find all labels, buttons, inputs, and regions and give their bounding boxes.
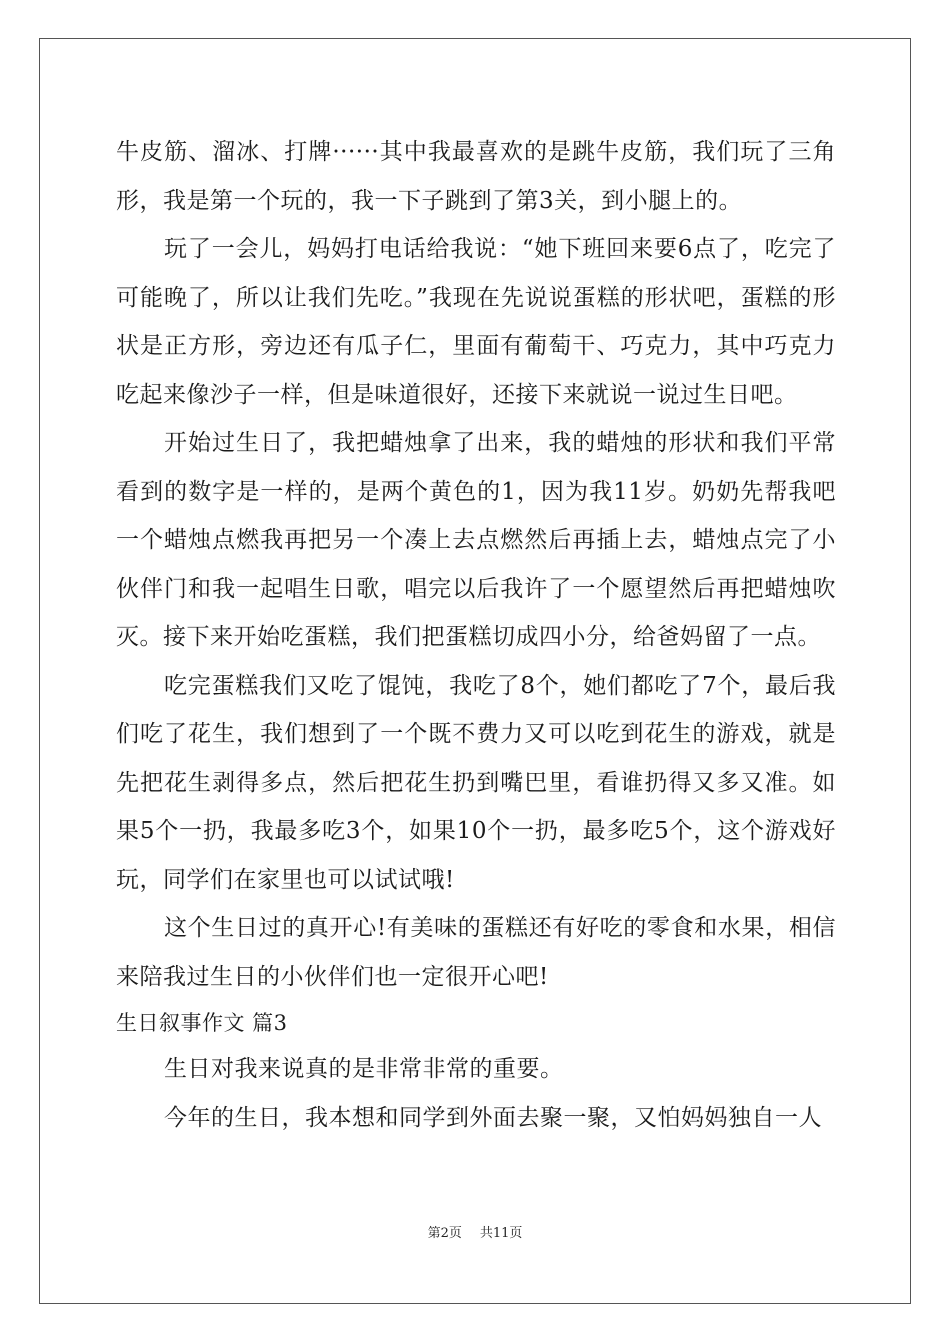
- paragraph-7: 今年的生日，我本想和同学到外面去聚一聚，又怕妈妈独自一人: [164, 1104, 822, 1131]
- page-footer: [0, 1222, 950, 1241]
- section-heading: 生日叙事作文 篇3: [116, 1011, 288, 1035]
- page-number: 第2页: [427, 1226, 462, 1241]
- paragraph-4: 吃完蛋糕我们又吃了馄饨，我吃了8个，她们都吃了7个，最后我们吃了花生，我们想到了一个既不费力又可以吃到花生的游戏，就是先把花生剥得多点，然后把花生扔到嘴巴里，看谁扔得又多又准。如果5个一扔，我最多吃3个，如果10个一扔，最多吃5个，这个游戏好玩，同学们在家里也可以试试哦!: [116, 672, 836, 893]
- document-body: [116, 128, 836, 1142]
- paragraph-3: 开始过生日了，我把蜡烛拿了出来，我的蜡烛的形状和我们平常看到的数字是一样的，是两个黄色的1，因为我11岁。奶奶先帮我吧一个蜡烛点燃我再把另一个凑上去点燃然后再插上去，蜡烛点完了小伙伴门和我一起唱生日歌，唱完以后我许了一个愿望然后再把蜡烛吹灭。接下来开始吃蛋糕，我们把蛋糕切成四小分，给爸妈留了一点。: [116, 430, 836, 650]
- paragraph-6: 生日对我来说真的是非常非常的重要。: [164, 1056, 564, 1082]
- paragraph-2: 玩了一会儿，妈妈打电话给我说：“她下班回来要6点了，吃完了可能晚了，所以让我们先吃。”我现在先说说蛋糕的形状吧，蛋糕的形状是正方形，旁边还有瓜子仁，里面有葡萄干、巧克力，其中巧克力吃起来像沙子一样，但是味道很好，还接下来就说一说过生日吧。: [116, 236, 836, 408]
- total-pages: 共11页: [479, 1226, 523, 1241]
- paragraph-1: 牛皮筋、溜冰、打牌······其中我最喜欢的是跳牛皮筋，我们玩了三角形，我是第一个玩的，我一下子跳到了第3关，到小腿上的。: [116, 139, 836, 214]
- paragraph-5: 这个生日过的真开心!有美味的蛋糕还有好吃的零食和水果，相信来陪我过生日的小伙伴们也一定很开心吧!: [116, 915, 836, 990]
